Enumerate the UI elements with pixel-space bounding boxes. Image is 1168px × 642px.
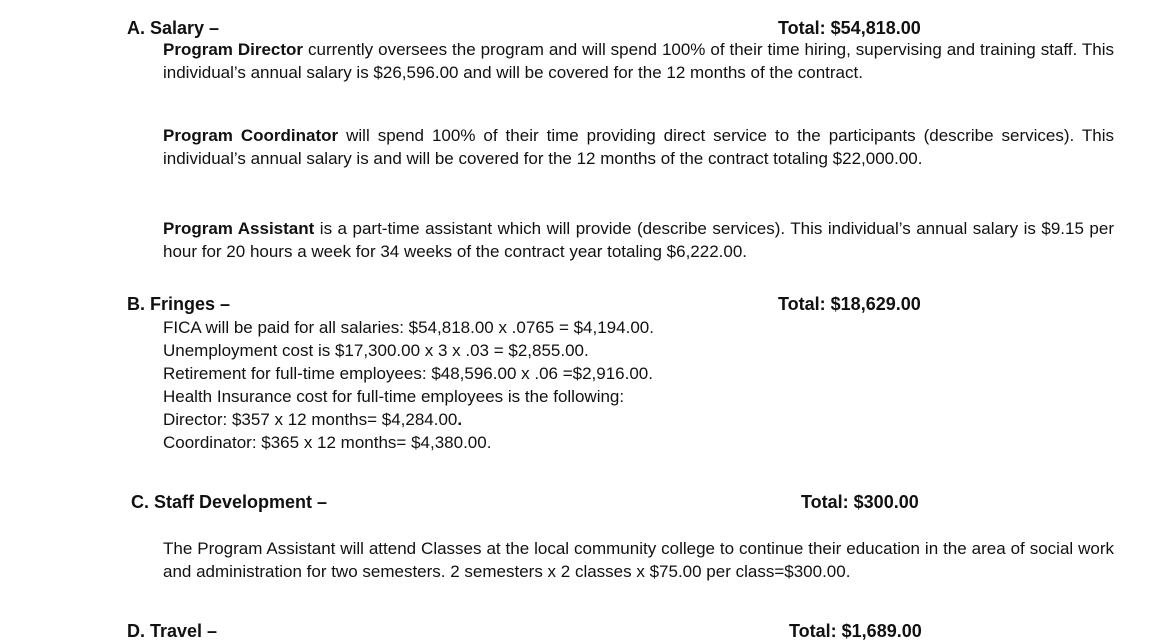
staff-development-total: Total: $300.00 [801,492,919,512]
program-coordinator-text: will spend 100% of their time providing direct service to the participants (describe services). This individual’s annual salary is and will be covered for the 12 months of the contract totaling $22,000.00. [163,126,1114,168]
fringes-total: Total: $18,629.00 [778,294,921,314]
program-director-title: Program Director [163,40,304,59]
program-coordinator-paragraph [163,124,1114,170]
director-insurance-text: Director: $357 x 12 months= $4,284.00 [163,410,458,429]
program-coordinator-title: Program Coordinator [163,126,339,145]
travel-total: Total: $1,689.00 [789,621,922,641]
program-assistant-paragraph [163,217,1114,263]
staff-development-paragraph: The Program Assistant will attend Classes at the local community college to continue their education in the area of social work and administration for two semesters. 2 semesters x 2 classes x $75.00 per class=$300.00. [163,539,1114,581]
program-assistant-title: Program Assistant [163,219,315,238]
program-assistant-text: is a part-time assistant which will provide (describe services). This individual’s annual salary is $9.15 per hour for 20 hours a week for 34 weeks of the contract year totaling $6,222.00. [163,219,1114,261]
fica-line: FICA will be paid for all salaries: $54,818.00 x .0765 = $4,194.00. [163,318,654,337]
retirement-line: Retirement for full-time employees: $48,596.00 x .06 =$2,916.00. [163,364,653,383]
unemployment-line: Unemployment cost is $17,300.00 x 3 x .03 = $2,855.00. [163,341,589,360]
travel-heading: D. Travel – [127,621,218,641]
health-insurance-line: Health Insurance cost for full-time employees is the following: [163,387,625,406]
staff-development-heading: C. Staff Development – [131,492,328,512]
coordinator-insurance-line: Coordinator: $365 x 12 months= $4,380.00. [163,433,492,452]
director-insurance-period: . [457,410,463,429]
salary-total: Total: $54,818.00 [778,18,921,38]
fringes-lines [163,316,654,454]
program-director-paragraph [163,38,1114,84]
salary-heading: A. Salary – [127,18,220,38]
program-director-text: currently oversees the program and will spend 100% of their time hiring, supervising and training staff. This individual’s annual salary is $26,596.00 and will be covered for the 12 months of the contract. [163,40,1114,82]
director-insurance-line [163,408,654,431]
fringes-heading: B. Fringes – [127,294,231,314]
